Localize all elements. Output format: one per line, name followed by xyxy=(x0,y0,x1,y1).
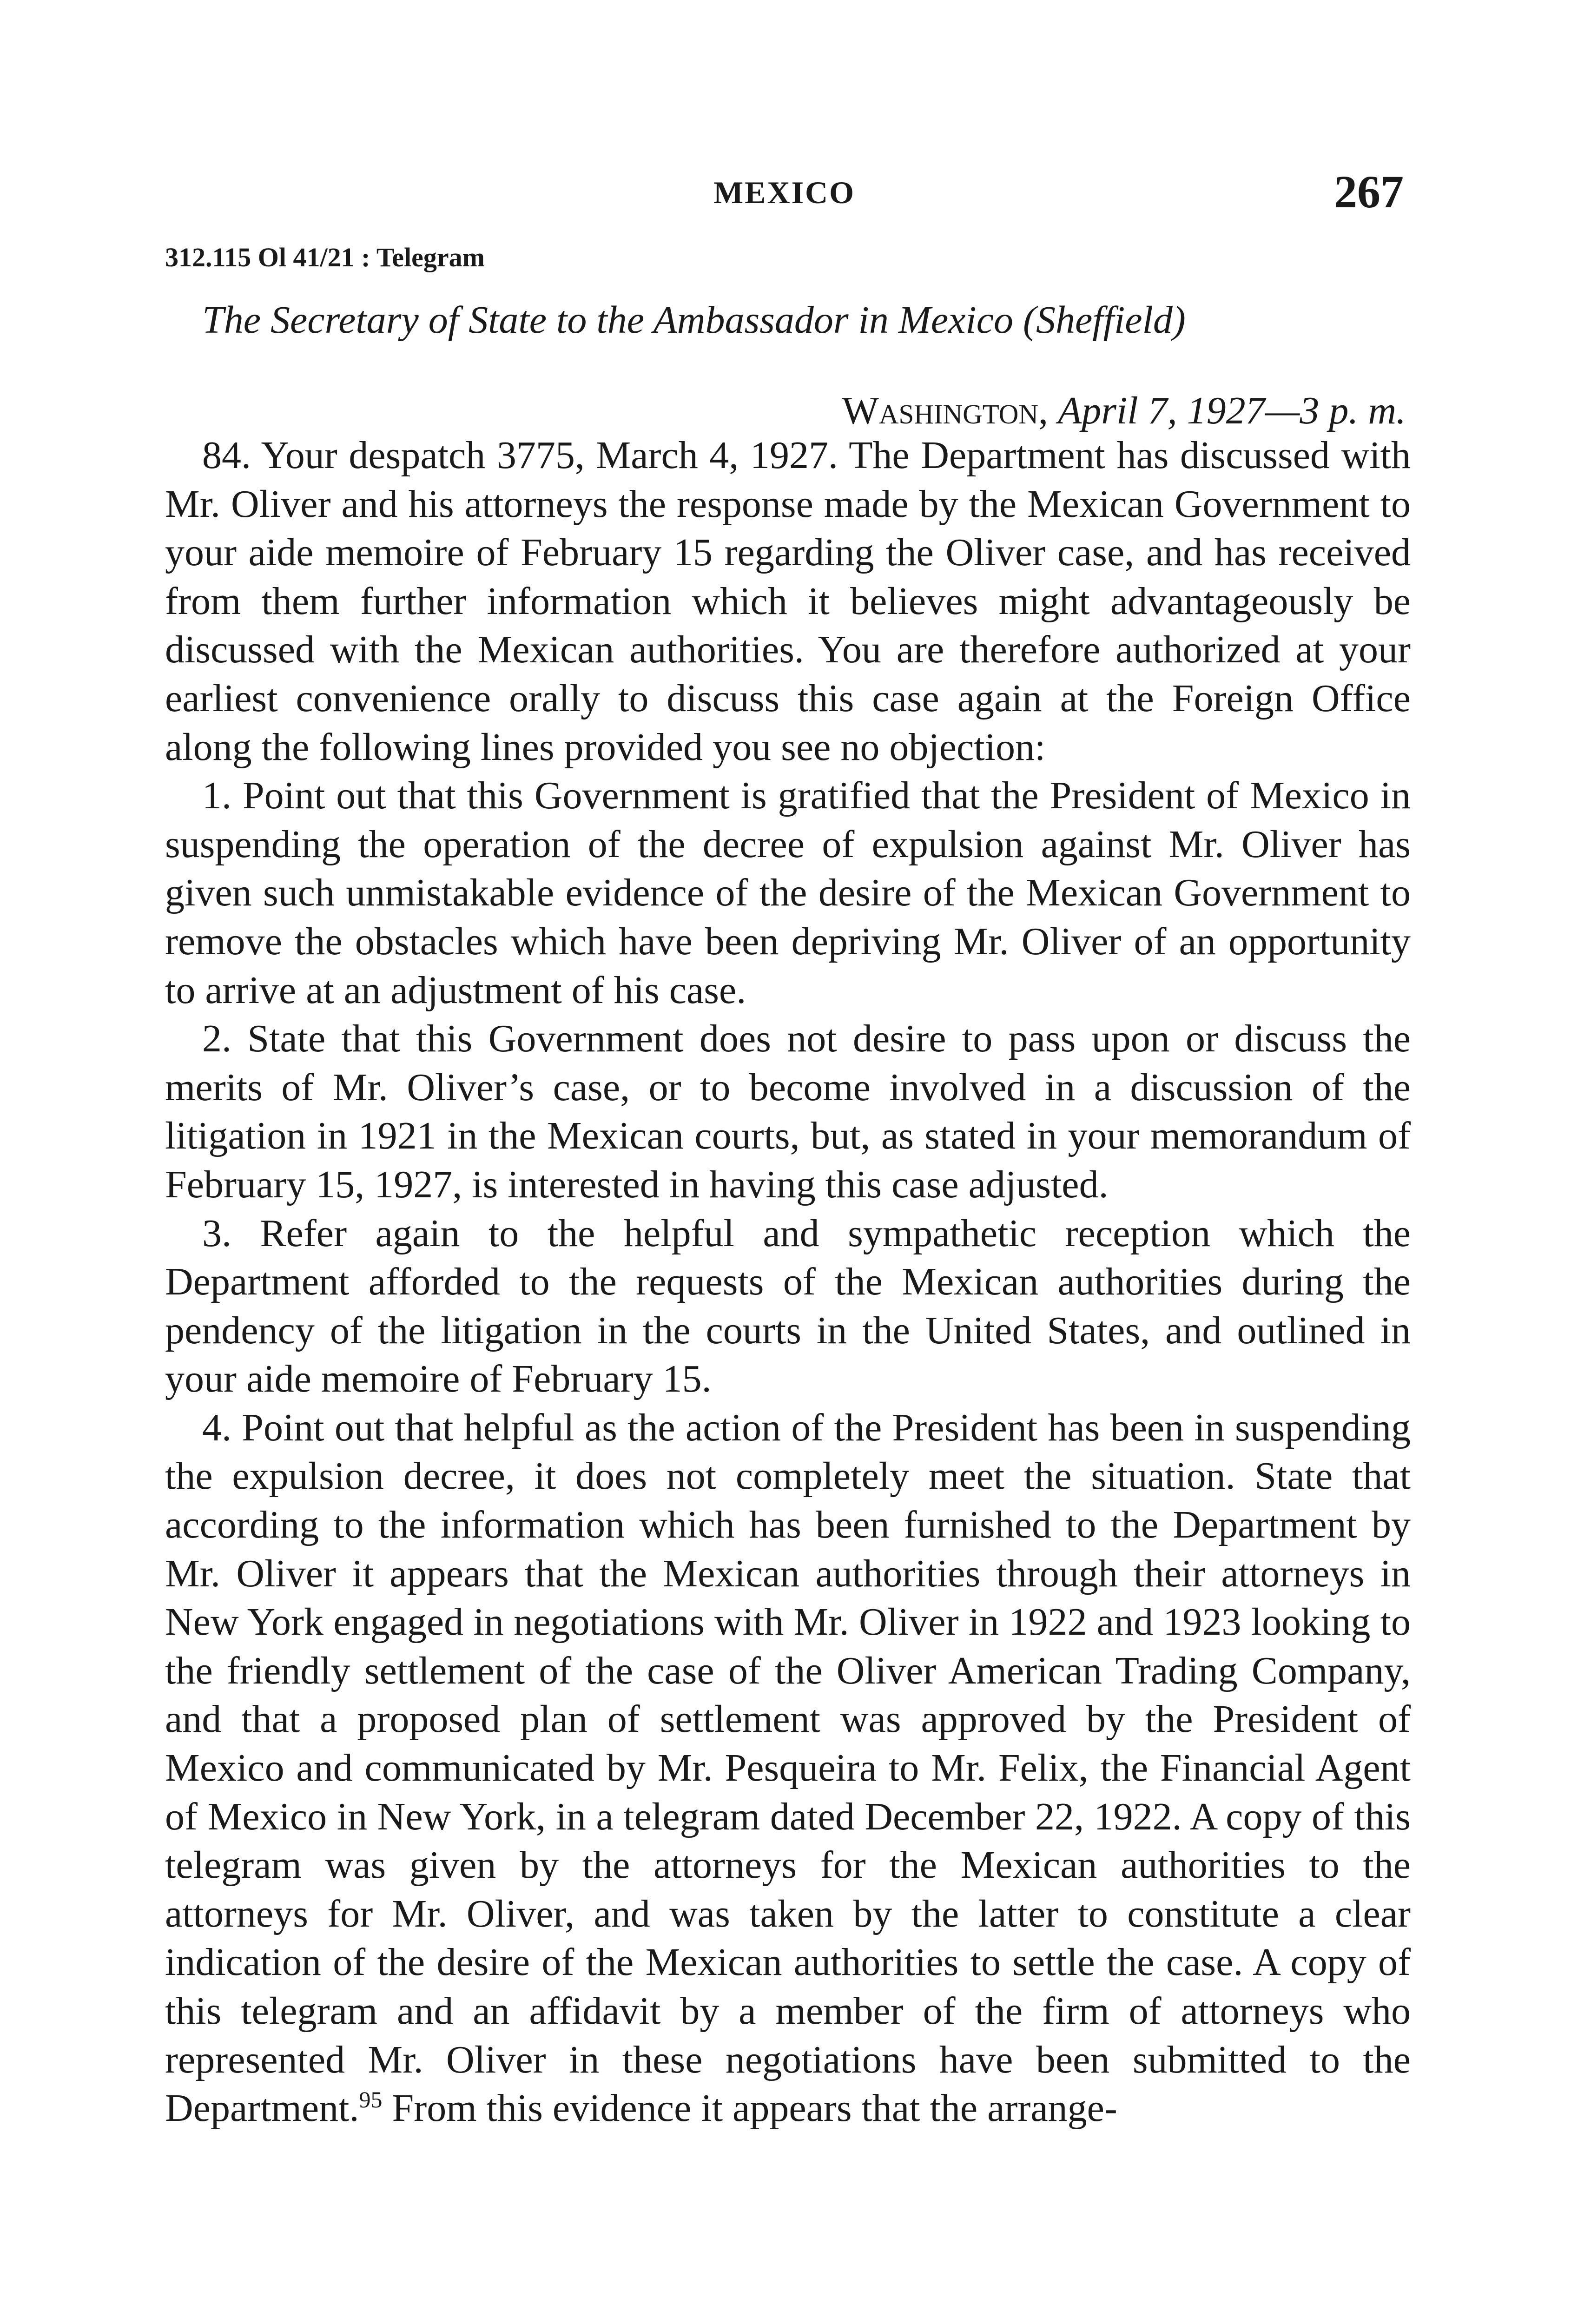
dateline-date: April 7, 1927—3 p. m. xyxy=(1057,389,1406,432)
dateline xyxy=(842,388,1406,433)
file-reference: 312.115 Ol 41/21 : Telegram xyxy=(165,242,485,272)
document-title: The Secretary of State to the Ambassador in Mexico (Sheffield) xyxy=(202,298,1186,342)
page-header xyxy=(165,165,1404,216)
running-head: MEXICO xyxy=(713,175,856,210)
footnote-reference[interactable]: 95 xyxy=(359,2086,383,2113)
paragraph-4: 3. Refer again to the helpful and sympathetic reception which the Department afforded to the requests of the Mexican authorities during the pendency of the litigation in the courts in the United States, and outlined in your aide memoire of February 15. xyxy=(165,1211,1411,1401)
body-text xyxy=(165,431,1411,2133)
paragraph-2: 1. Point out that this Government is gratified that the President of Mexico in suspending the operation of the decree of expulsion against Mr. Oliver has given such unmistakable evidence of the desire of the Mexican Government to remove the obstacles which have been depriving Mr. Oliver of an opportunity to arrive at an adjustment of his case. xyxy=(165,774,1411,1012)
paragraph-5-tail: From this evidence it appears that the arrange- xyxy=(382,2086,1117,2130)
page-number: 267 xyxy=(1334,166,1404,218)
paragraph-5 xyxy=(165,1404,1411,2133)
paragraph-3: 2. State that this Government does not desire to pass upon or discuss the merits of Mr. Oliver’s case, or to become involved in a discussion of the litigation in 1921 in the Mexican courts, but, as stated in your memorandum of February 15, 1927, is interested in having this case adjusted. xyxy=(165,1017,1411,1206)
paragraph-5-text: 4. Point out that helpful as the action of the President has been in suspending the expulsion decree, it does not completely meet the situation. State that according to the information which has been furnished to the Department by Mr. Oliver it appears that the Mexican authorities through their attorneys in New York engaged in negotiations with Mr. Oliver in 1922 and 1923 looking to the friendly settlement of the case of the Oliver American Trading Company, and that a proposed plan of settlement was approved by the President of Mexico and communicated by Mr. Pesqueira to Mr. Felix, the Financial Agent of Mexico in New York, in a telegram dated December 22, 1922. A copy of this telegram was given by the attorneys for the Mexican authorities to the attorneys for Mr. Oliver, and was taken by the latter to constitute a clear indication of the desire of the Mexican authorities to settle the case. A copy of this telegram and an affidavit by a member of the firm of attorneys who represented Mr. Oliver in these negotiations have been submitted to the Department. xyxy=(165,1406,1411,2130)
dateline-city: Washington, xyxy=(842,389,1048,432)
paragraph-1: 84. Your despatch 3775, March 4, 1927. The Department has discussed with Mr. Oliver and his attorneys the response made by the Mexican Government to your aide memoire of February 15 regarding the Oliver case, and has received from them further information which it believes might advantageously be discussed with the Mexican authorities. You are therefore authorized at your earliest convenience orally to discuss this case again at the Foreign Office along the following lines provided you see no objection: xyxy=(165,434,1411,769)
